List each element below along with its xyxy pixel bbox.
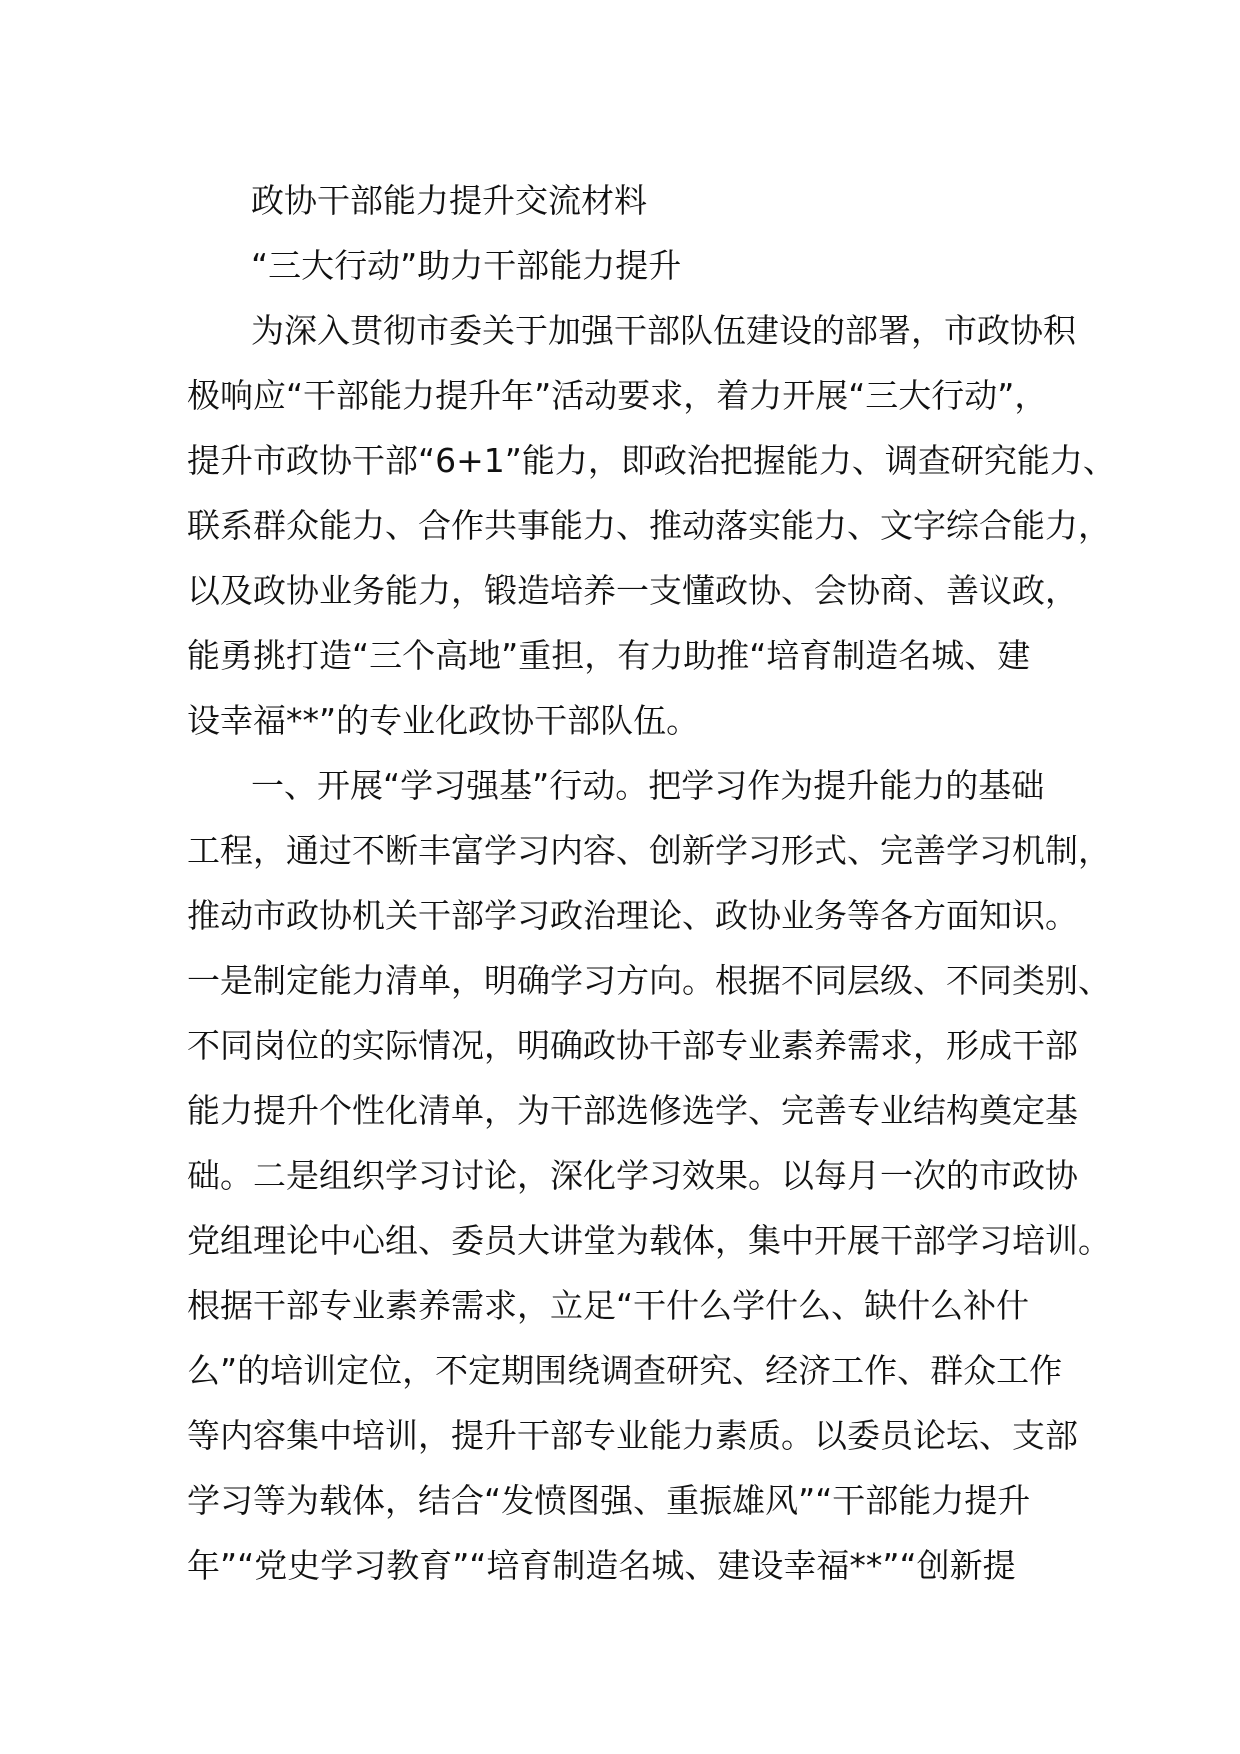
paragraph-line: 等内容集中培训，提升干部专业能力素质。以委员论坛、支部 <box>187 1416 1078 1455</box>
paragraph-line: 联系群众能力、合作共事能力、推动落实能力、文字综合能力， <box>187 506 1111 545</box>
paragraph-line: 一是制定能力清单，明确学习方向。根据不同层级、不同类别、 <box>187 961 1111 1000</box>
paragraph-line: 能勇挑打造“三个高地”重担，有力助推“培育制造名城、建 <box>187 636 1031 675</box>
paragraph-line: 年”“党史学习教育”“培育制造名城、建设幸福**”“创新提 <box>187 1546 1016 1585</box>
paragraph-line: 么”的培训定位，不定期围绕调查研究、经济工作、群众工作 <box>187 1351 1063 1390</box>
paragraph-line: 为深入贯彻市委关于加强干部队伍建设的部署，市政协积 <box>251 311 1076 350</box>
paragraph-line: 不同岗位的实际情况，明确政协干部专业素养需求，形成干部 <box>187 1026 1078 1065</box>
paragraph-line: 提升市政协干部“6+1”能力，即政治把握能力、调查研究能力、 <box>187 441 1116 480</box>
paragraph-line: 学习等为载体，结合“发愤图强、重振雄风”“干部能力提升 <box>187 1481 1031 1520</box>
paragraph-line: 一、开展“学习强基”行动。把学习作为提升能力的基础 <box>251 766 1045 805</box>
paragraph-line: 设幸福**”的专业化政协干部队伍。 <box>187 701 700 740</box>
document-title: 政协干部能力提升交流材料 <box>251 181 647 220</box>
paragraph-line: 极响应“干部能力提升年”活动要求，着力开展“三大行动”， <box>187 376 1048 415</box>
document-body <box>187 168 1116 1598</box>
document-subtitle: “三大行动”助力干部能力提升 <box>251 246 682 285</box>
section-one-paragraph <box>187 753 1111 1598</box>
paragraph-line: 工程，通过不断丰富学习内容、创新学习形式、完善学习机制， <box>187 831 1111 870</box>
paragraph-line: 以及政协业务能力，锻造培养一支懂政协、会协商、善议政， <box>187 571 1078 610</box>
paragraph-line: 推动市政协机关干部学习政治理论、政协业务等各方面知识。 <box>187 896 1078 935</box>
paragraph-line: 础。二是组织学习讨论，深化学习效果。以每月一次的市政协 <box>187 1156 1078 1195</box>
intro-paragraph <box>187 298 1116 753</box>
paragraph-line: 根据干部专业素养需求，立足“干什么学什么、缺什么补什 <box>187 1286 1030 1325</box>
paragraph-line: 能力提升个性化清单，为干部选修选学、完善专业结构奠定基 <box>187 1091 1078 1130</box>
paragraph-line: 党组理论中心组、委员大讲堂为载体，集中开展干部学习培训。 <box>187 1221 1111 1260</box>
